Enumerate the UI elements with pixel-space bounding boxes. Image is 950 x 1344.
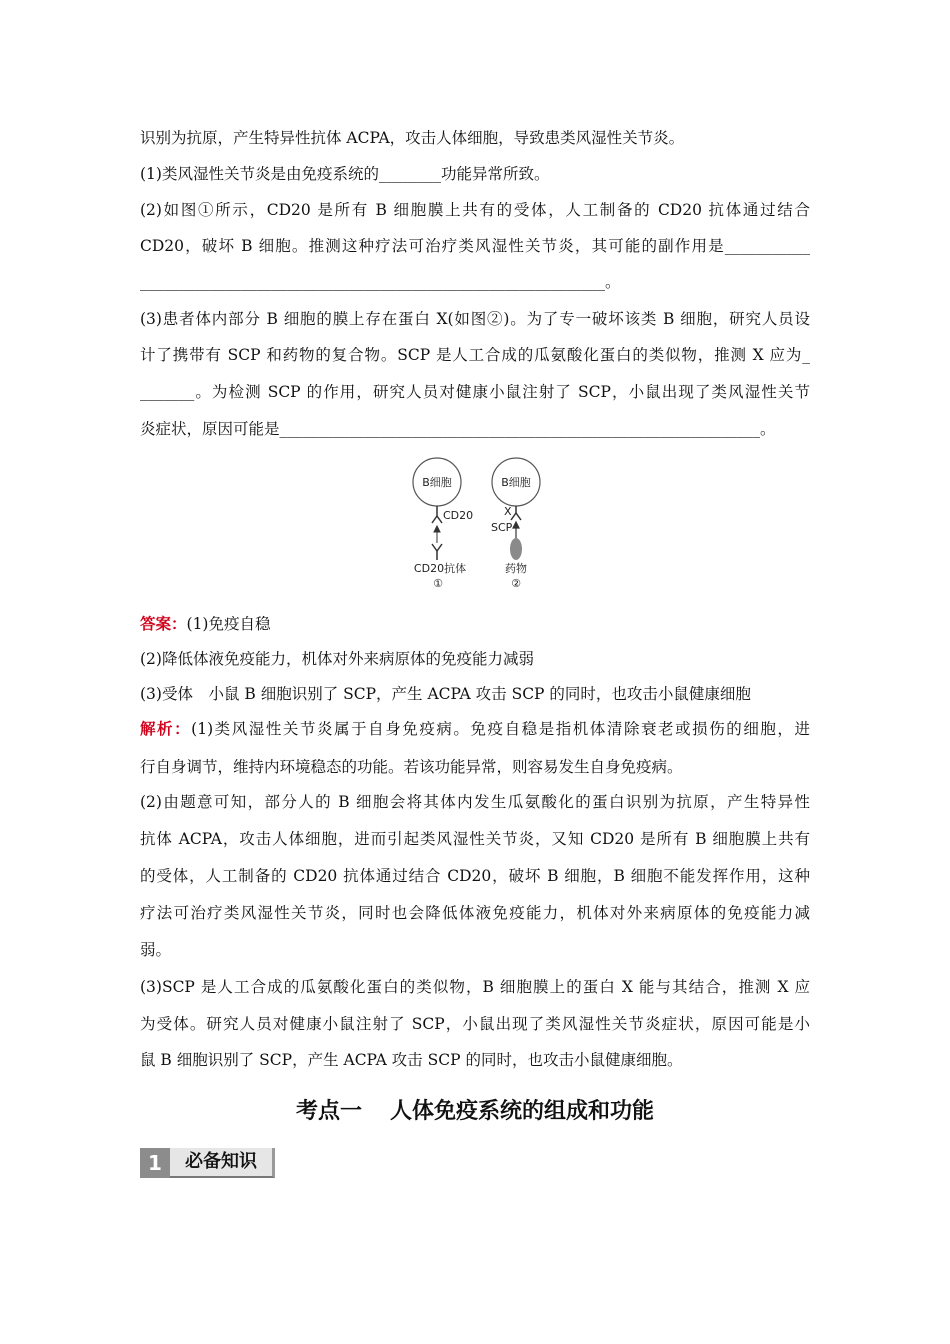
question-3-line: 计了携带有 SCP 和药物的复合物。SCP 是人工合成的瓜氨酸化蛋白的类似物，推测 X 应为_ — [140, 346, 810, 364]
drug-label: 药物 — [505, 562, 527, 575]
figure-number-1: ① — [433, 577, 443, 590]
section-title-text: 人体免疫系统的组成和功能 — [390, 1099, 655, 1124]
drug-icon — [510, 538, 522, 560]
question-3-line: (3)患者体内部分 B 细胞的膜上存在蛋白 X(如图②)。为了专一破坏该类 B 细胞，研究人员设 — [140, 310, 810, 328]
analysis-2-line: (2)由题意可知，部分人的 B 细胞会将其体内发生瓜氨酸化的蛋白识别为抗原，产生特异性 — [140, 793, 810, 811]
knowledge-badge — [140, 1148, 276, 1178]
question-2-line: ____________________________________________________________。 — [140, 273, 621, 291]
analysis-2-line: 疗法可治疗类风湿性关节炎，同时也会降低体液免疫能力，机体对外来病原体的免疫能力减 — [140, 904, 810, 922]
section-title — [0, 1094, 950, 1125]
antibody-icon — [432, 544, 442, 560]
cd20-receptor-icon — [432, 506, 442, 523]
figure-number-2: ② — [511, 577, 521, 590]
question-1: (1)类风湿性关节炎是由免疫系统的________功能异常所致。 — [140, 165, 550, 183]
analysis-1-line: 行自身调节，维持内环境稳态的功能。若该功能异常，则容易发生自身免疫病。 — [140, 758, 683, 776]
cell1-label: B细胞 — [422, 476, 452, 489]
question-line: 识别为抗原，产生特异性抗体 ACPA，攻击人体细胞，导致患类风湿性关节炎。 — [140, 129, 685, 147]
b-cell-diagram — [400, 455, 550, 595]
question-3-line: _______。为检测 SCP 的作用，研究人员对健康小鼠注射了 SCP，小鼠出现了类风湿性关节 — [140, 383, 810, 401]
badge-label: 必备知识 — [170, 1148, 275, 1178]
x-label: X — [504, 505, 512, 518]
analysis-2-line: 抗体 ACPA，攻击人体细胞，进而引起类风湿性关节炎，又知 CD20 是所有 B 细胞膜上共有 — [140, 830, 810, 848]
answer-3: (3)受体 小鼠 B 细胞识别了 SCP，产生 ACPA 攻击 SCP 的同时，也攻击小鼠健康细胞 — [140, 685, 751, 703]
antibody-label: CD20抗体 — [413, 562, 467, 575]
analysis-line — [140, 719, 810, 739]
cell2-label: B细胞 — [501, 476, 531, 489]
analysis-3-line: 鼠 B 细胞识别了 SCP，产生 ACPA 攻击 SCP 的同时，也攻击小鼠健康细胞。 — [140, 1051, 683, 1069]
up-arrow-icon — [434, 526, 440, 543]
scp-connector-icon — [513, 522, 519, 539]
analysis-2-line: 的受体，人工制备的 CD20 抗体通过结合 CD20，破坏 B 细胞，B 细胞不能发挥作用，这种 — [140, 867, 810, 885]
analysis-2-line: 弱。 — [140, 941, 172, 959]
cd20-label: CD20 — [443, 509, 474, 522]
analysis-3-line: (3)SCP 是人工合成的瓜氨酸化蛋白的类似物，B 细胞膜上的蛋白 X 能与其结合，推测 X 应 — [140, 978, 810, 996]
question-2-line: CD20，破坏 B 细胞。推测这种疗法可治疗类风湿性关节炎，其可能的副作用是___________ — [140, 237, 810, 255]
answer-2: (2)降低体液免疫能力，机体对外来病原体的免疫能力减弱 — [140, 650, 534, 668]
answer-label: 答案： — [140, 614, 187, 633]
answer-1: (1)免疫自稳 — [186, 615, 271, 633]
question-3-line: 炎症状，原因可能是______________________________________________________________。 — [140, 420, 776, 438]
analysis-1-line: (1)类风湿性关节炎属于自身免疫病。免疫自稳是指机体清除衰老或损伤的细胞，进 — [191, 720, 810, 738]
scp-label: SCP — [491, 521, 513, 534]
protein-x-receptor-icon — [511, 506, 521, 520]
answer-line — [140, 614, 270, 634]
analysis-label: 解析： — [140, 719, 192, 738]
badge-number: 1 — [140, 1148, 170, 1178]
section-title-number: 考点一 — [295, 1099, 362, 1124]
analysis-3-line: 为受体。研究人员对健康小鼠注射了 SCP，小鼠出现了类风湿性关节炎症状，原因可能是小 — [140, 1015, 810, 1033]
question-2-line: (2)如图①所示，CD20 是所有 B 细胞膜上共有的受体，人工制备的 CD20 抗体通过结合 — [140, 201, 810, 219]
